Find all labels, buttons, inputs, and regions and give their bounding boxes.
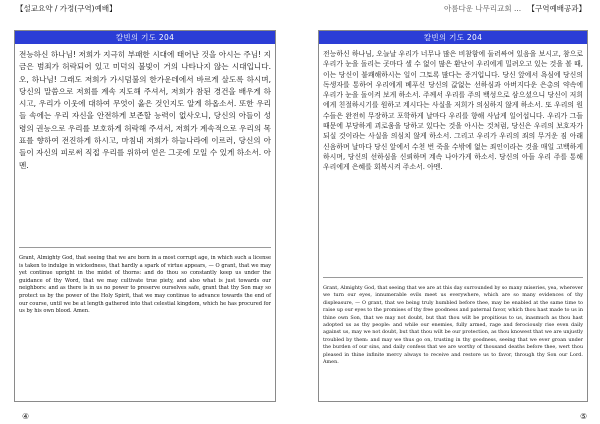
- left-english-prayer: Grant, Almighty God, that seeing that we are born in a most corrupt age, in which such a license is taken to indulge in wickedness, that hardly a spark of virtue appears, — O grant, that we may yet continue upright in the midst of thorns: and do thou so constantly keep us under the guidance of thy Word, that we may cultivate true piety, and also what is just towards our neighbors: and as there is in us no power to preserve ourselves safe, grant that thy Son may so protect us by the power of the Holy Spirit, that we may continue to advance towards the end of our course, until we be at length gathered into that celestial kingdom, which he has procured for us by his own blood. Amen.: [19, 255, 271, 315]
- left-page-title: 칼빈의 기도 204: [15, 31, 275, 44]
- left-page: [14, 30, 276, 402]
- right-divider: [323, 277, 583, 278]
- right-page-number: ⑤: [580, 412, 588, 421]
- right-page: [318, 30, 588, 402]
- header-church-name: 아름다운 나무리교회 ...: [444, 4, 522, 13]
- left-page-number: ④: [22, 412, 30, 421]
- left-korean-prayer: 전능하신 하나님! 저희가 지극히 부패한 시대에 태어난 것을 아시는 주님! 지금은 범죄가 허락되어 있고 미덕의 불빛이 거의 나타나지 않는 시대입니다. 오, 하나님! 그래도 저희가 가시덤불의 한가운데에서 바르게 살도록 하시며, 당신의 말씀으로 저희를 계속 지도해 주셔서, 저희가 참된 경건을 배우게 하시고, 우리가 이웃에 대하여 무엇이 옳은 것인지도 알게 하옵소서. 또한 우리들 속에는 우리 자신을 안전하게 보존할 능력이 없사오니, 당신의 아들이 성령의 권능으로 우리를 보호하게 허락해 주셔서, 저희가 계속적으로 우리의 목표를 향하여 전진하게 하시고, 마침내 저희가 하늘나라에 이르러, 당신의 아들이 자신의 피로써 직접 우리를 위하여 얻은 그곳에 모일 수 있게 하소서. 아멘.: [19, 50, 271, 170]
- header-right-label: 【구역예배공과】: [527, 4, 586, 13]
- header-left-label: 【설교요약 / 가정(구역)예배】: [16, 4, 117, 13]
- right-korean-prayer: 전능하신 하나님, 오늘날 우리가 너무나 많은 비참함에 둘러싸여 있음을 보시고, 참으로 우리가 눈을 돌리는 곳마다 셀 수 없이 많은 환난이 우리에게 밀려오고 있는 것을 볼 때, 이는 당신이 불쾌해하시는 일이 그토록 많다는 증거입니다. 당신 앞에서 욕심에 당신의 독생자를 통하여 우리에게 베푸신 당신의 값없는 선하심과 아버지다운 은총의 약속에 우리가 눈을 돌이켜 보게 하소서. 주께서 우리를 주의 백성으로 삼으셨으니 당신이 저희에게 친절하시기를 원하고 계시다는 사실을 저희가 의심하지 않게 하소서. 또 우리의 원수들은 완전히 무장하고 포학하게 날마다 우리를 향해 사납게 일어섭니다. 우리가 그들 때문에 부당하게 괴로움을 당하고 있다는 것을 아시는 것처럼, 당신은 우리의 보호자가 되실 것이라는 사실을 의심치 않게 하소서. 그리고 우리가 우리의 죄의 무거운 짐 아래 신음하며 날마다 당신 앞에서 수천 번 죽을 수밖에 없는 죄인이라는 것을 매일 고백하게 하시며, 당신의 선하심을 신뢰하며 계속 나아가게 하소서. 당신의 아들 우리 주를 통해 우리에게 은혜를 회복시켜 주소서. 아멘.: [323, 50, 583, 172]
- header-right: [444, 4, 586, 14]
- left-divider: [19, 247, 271, 248]
- right-english-prayer: Grant, Almighty God, that seeing that we are at this day surrounded by so many miseries, yea, wherever we turn our eyes, innumerable evils meet us everywhere, which are so many evidences of thy displeasure, — O grant, that we being truly humbled before thee, may be enabled at the same time to raise up our eyes to the promises of thy free goodness and paternal favor, which thou hast made to us in thine own Son, that we may not doubt, but that thou wilt be propitious to us, inasmuch as thou hast adopted us as thy people: and while our enemies, fully armed, rage and ferociously rise even daily against us, may we not doubt, but that thou wilt be our protection, as thou knowest that we are unjustly troubled by them: and may we thus go on, trusting in thy goodness, seeing that we ever groan under the burden of our sins, and daily confess that we are worthy of thousand deaths before thee, wert thou pleased in thine infinite mercy always to receive and restore us to favor, through thy Son our Lord. Amen.: [323, 285, 583, 366]
- right-page-title: 칼빈의 기도 204: [319, 31, 587, 44]
